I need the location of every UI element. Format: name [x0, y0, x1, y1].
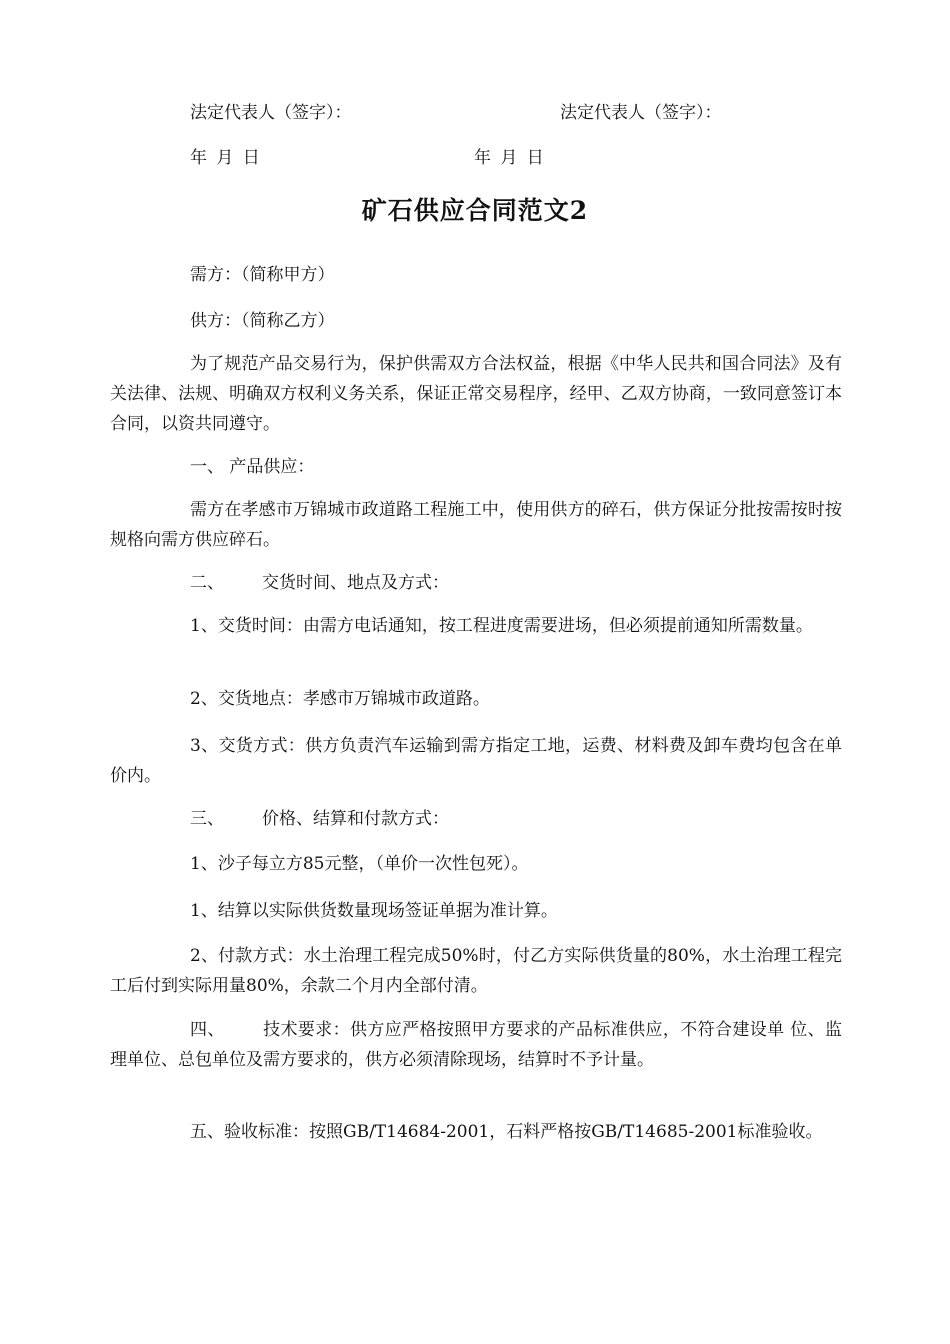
document-title: 矿石供应合同范文2 — [361, 196, 589, 225]
section-1-heading: 一、 产品供应： — [190, 457, 315, 477]
section-3-item-1: 1、沙子每立方85元整，（单价一次性包死）。 — [190, 854, 529, 874]
section-4-number: 四、 — [190, 1020, 225, 1040]
section-4-paragraph — [110, 1015, 842, 1075]
section-5-paragraph: 五、验收标准：按照GB/T14684-2001，石料严格按GB/T14685-2001标准验收。 — [190, 1122, 823, 1142]
section-2-item-2: 2、交货地点：孝感市万锦城市政道路。 — [190, 689, 490, 709]
section-2-heading — [190, 570, 449, 596]
section-2-item-3: 3、交货方式：供方负责汽车运输到需方指定工地，运费、材料费及卸车费均包含在单价内。 — [110, 736, 842, 786]
section-3-item-3: 2、付款方式：水土治理工程完成50%时，付乙方实际供货量的80%，水土治理工程完工后付到实际用量80%，余款二个月内全部付清。 — [110, 946, 842, 996]
section-3-heading — [190, 806, 449, 832]
party-seller: 供方：（简称乙方） — [190, 311, 335, 331]
section-3-title: 价格、结算和付款方式： — [262, 809, 449, 829]
signature-right-date: 年 月 日 — [474, 148, 544, 168]
party-buyer: 需方：（简称甲方） — [190, 265, 335, 285]
section-4-body: 技术要求：供方应严格按照甲方要求的产品标准供应，不符合建设单 位、监理单位、总包单位及需方要求的，供方必须清除现场，结算时不予计量。 — [110, 1020, 843, 1070]
section-2-title: 交货时间、地点及方式： — [262, 573, 449, 593]
section-1-body: 需方在孝感市万锦城市政道路工程施工中，使用供方的碎石，供方保证分批按需按时按规格向需方供应碎石。 — [110, 500, 842, 550]
section-2-item-1: 1、交货时间：由需方电话通知，按工程进度需要进场，但必须提前通知所需数量。 — [190, 616, 813, 636]
section-2-number: 二、 — [190, 573, 224, 593]
signature-left-label: 法定代表人（签字）： — [190, 103, 352, 123]
signature-right-label: 法定代表人（签字）： — [560, 103, 722, 123]
section-3-number: 三、 — [190, 809, 224, 829]
signature-left-date: 年 月 日 — [190, 148, 260, 168]
preamble-paragraph: 为了规范产品交易行为，保护供需双方合法权益，根据《中华人民共和国合同法》及有关法律、法规、明确双方权利义务关系，保证正常交易程序，经甲、乙双方协商，一致同意签订本合同，以资共同遵守。 — [110, 354, 842, 434]
section-3-item-2: 1、结算以实际供货数量现场签证单据为准计算。 — [190, 901, 558, 921]
